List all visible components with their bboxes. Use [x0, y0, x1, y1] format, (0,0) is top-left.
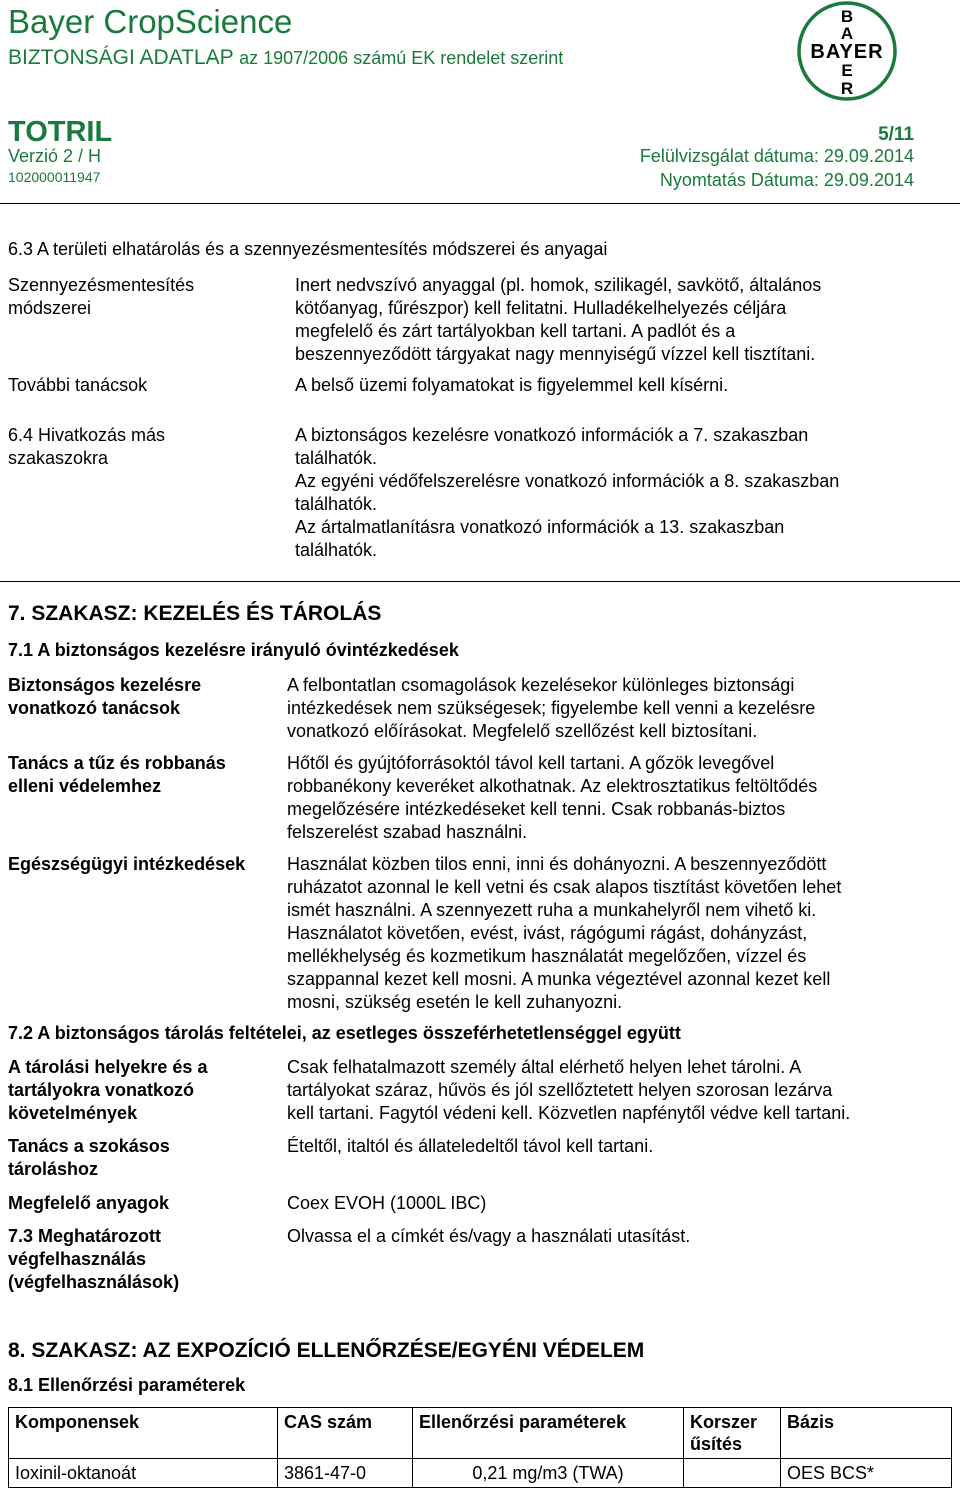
document-number: 102000011947: [8, 169, 101, 185]
fire-protection-label: [8, 752, 226, 798]
label-line: Biztonságos kezelésre: [8, 675, 202, 695]
table-cell: OES BCS*: [781, 1459, 952, 1488]
page-number: 5/11: [878, 124, 914, 145]
text-line: tartályokat száraz, hűvös és jól szellőztetett helyen szorosan lezárva: [287, 1080, 833, 1100]
further-advice-label: [8, 374, 147, 397]
svg-text:R: R: [840, 79, 854, 98]
column-header: Komponensek: [9, 1408, 278, 1459]
company-name: Bayer CropScience: [8, 3, 293, 40]
label-line: A tárolási helyekre és a: [8, 1057, 208, 1077]
section-8-title: 8. SZAKASZ: AZ EXPOZÍCIÓ ELLENŐRZÉSE/EGYÉNI VÉDELEM: [8, 1339, 645, 1362]
table-header-row: [9, 1408, 952, 1459]
section-6-4-text: [295, 424, 935, 562]
label-line: módszerei: [8, 298, 92, 318]
further-advice-text: [295, 374, 935, 397]
text-line: megelőzésére intézkedéseket kell tenni. Csak robbanás-biztos: [287, 799, 786, 819]
cleanup-methods-text: [295, 274, 935, 366]
label-line: Szennyezésmentesítés: [8, 275, 195, 295]
label-line: tároláshoz: [8, 1159, 99, 1179]
storage-requirements-label: [8, 1056, 207, 1125]
table-cell: 3861-47-0: [278, 1459, 413, 1488]
text-line: Inert nedvszívó anyaggal (pl. homok, szilikagél, savkötő, általános: [295, 275, 822, 295]
header-divider: [0, 203, 960, 204]
label-line: (végfelhasználások): [8, 1272, 180, 1292]
version: Verzió 2 / H: [8, 146, 102, 166]
text-line: Használat közben tilos enni, inni és dohányozni. A beszennyeződött: [287, 854, 827, 874]
label-line: További tanácsok: [8, 375, 148, 395]
table-cell: Ioxinil-oktanoát: [9, 1459, 278, 1488]
label-line: elleni védelemhez: [8, 776, 162, 796]
suitable-materials-label: [8, 1192, 169, 1215]
label-line: követelmények: [8, 1103, 138, 1123]
common-storage-text: [287, 1135, 937, 1158]
text-line: megfelelő és zárt tartályokban kell tartani. A padlót és a: [295, 321, 736, 341]
label-line: Tanács a szokásos: [8, 1136, 170, 1156]
text-line: Coex EVOH (1000L IBC): [287, 1193, 487, 1213]
document-type: [8, 45, 563, 71]
control-parameters-table: [8, 1407, 952, 1488]
text-line: Használatot követően, evést, ivást, rágógumi rágást, dohányzást,: [287, 923, 808, 943]
text-line: szappannal kezet kell mosni. A munka végeztével azonnal kezet kell: [287, 969, 831, 989]
text-line: találhatók.: [295, 540, 378, 560]
label-line: tartályokra vonatkozó: [8, 1080, 195, 1100]
text-line: találhatók.: [295, 448, 378, 468]
section-8-1-title: 8.1 Ellenőrzési paraméterek: [8, 1375, 246, 1395]
bayer-cross-logo: [796, 0, 898, 102]
svg-text:E: E: [841, 61, 853, 80]
text-line: ruházatot azonnal le kell vetni és csak alapos tisztítást követően lehet: [287, 877, 842, 897]
text-line: találhatók.: [295, 494, 378, 514]
label-line: végfelhasználás: [8, 1249, 147, 1269]
regulation-reference: az 1907/2006 számú EK rendelet szerint: [239, 48, 564, 68]
revision-date: Felülvizsgálat dátuma: 29.09.2014: [639, 146, 914, 166]
specific-end-use-label: [8, 1225, 179, 1294]
label-line: szakaszokra: [8, 448, 109, 468]
text-line: mellékhelység és kozmetikum használatát megelőzően, vízzel és: [287, 946, 807, 966]
text-line: Ételtől, italtól és állateledeltől távol kell tartani.: [287, 1136, 654, 1156]
column-header: Bázis: [781, 1408, 952, 1459]
svg-text:A: A: [840, 24, 854, 43]
table-row: [9, 1459, 952, 1488]
safe-handling-text: [287, 674, 937, 743]
label-line: vonatkozó tanácsok: [8, 698, 181, 718]
text-line: mosni, szükség esetén le kell zuhanyozni.: [287, 992, 623, 1012]
label-line: Egészségügyi intézkedések: [8, 854, 246, 874]
text-line: A felbontatlan csomagolások kezelésekor különleges biztonsági: [287, 675, 795, 695]
fire-protection-text: [287, 752, 937, 844]
label-line: Tanács a tűz és robbanás: [8, 753, 226, 773]
specific-end-use-text: [287, 1225, 937, 1248]
hygiene-measures-label: [8, 853, 245, 876]
common-storage-label: [8, 1135, 170, 1181]
storage-requirements-text: [287, 1056, 937, 1125]
hygiene-measures-text: [287, 853, 937, 1014]
column-header: Korszer űsítés: [684, 1408, 781, 1459]
product-name: TOTRIL: [8, 116, 113, 148]
text-line: robbanékony keveréket alkothatnak. Az elektrosztatikus feltöltődés: [287, 776, 818, 796]
text-line: A belső üzemi folyamatokat is figyelemmel kell kísérni.: [295, 375, 729, 395]
print-date: Nyomtatás Dátuma: 29.09.2014: [659, 170, 914, 190]
text-line: intézkedések nem szükségesek; figyelembe kell venni a kezelésre: [287, 698, 816, 718]
text-line: Hőtől és gyújtóforrásoktól távol kell tartani. A gőzök levegővel: [287, 753, 775, 773]
section-6-3-title: 6.3 A területi elhatárolás és a szennyezésmentesítés módszerei és anyagai: [8, 239, 608, 259]
text-line: Az ártalmatlanításra vonatkozó információk a 13. szakaszban: [295, 517, 785, 537]
text-line: A biztonságos kezelésre vonatkozó információk a 7. szakaszban: [295, 425, 809, 445]
section-divider: [0, 581, 960, 582]
column-header: CAS szám: [278, 1408, 413, 1459]
column-header: Ellenőrzési paraméterek: [413, 1408, 684, 1459]
section-7-title: 7. SZAKASZ: KEZELÉS ÉS TÁROLÁS: [8, 602, 382, 625]
table-cell: 0,21 mg/m3 (TWA): [413, 1459, 684, 1488]
text-line: kell tartani. Fagytól védeni kell. Közvetlen napfénytől védve kell tartani.: [287, 1103, 851, 1123]
section-6-4-label: [8, 424, 165, 470]
safe-handling-label: [8, 674, 201, 720]
text-line: Csak felhatalmazott személy által elérhető helyen lehet tárolni. A: [287, 1057, 802, 1077]
label-line: 6.4 Hivatkozás más: [8, 425, 166, 445]
section-7-1-title: 7.1 A biztonságos kezelésre irányuló óvintézkedések: [8, 640, 459, 660]
text-line: Az egyéni védőfelszerelésre vonatkozó információk a 8. szakaszban: [295, 471, 840, 491]
text-line: vonatkozó előírásokat. Megfelelő szellőzést kell biztosítani.: [287, 721, 758, 741]
text-line: kötőanyag, fűrészpor) kell felitatni. Hulladékelhelyezés céljára: [295, 298, 787, 318]
table-cell: [684, 1459, 781, 1488]
text-line: ismét használni. A szennyezett ruha a munkahelyről nem vihető ki.: [287, 900, 817, 920]
document-type-label: BIZTONSÁGI ADATLAP: [8, 46, 234, 69]
text-line: Olvassa el a címkét és/vagy a használati utasítást.: [287, 1226, 691, 1246]
label-line: Megfelelő anyagok: [8, 1193, 170, 1213]
svg-text:BAYER: BAYER: [810, 41, 884, 63]
text-line: beszennyeződött tárgyakat nagy mennyiségű vízzel kell tisztítani.: [295, 344, 816, 364]
section-7-2-title: 7.2 A biztonságos tárolás feltételei, az esetleges összeférhetetlenséggel együtt: [8, 1023, 681, 1043]
label-line: 7.3 Meghatározott: [8, 1226, 162, 1246]
cleanup-methods-label: [8, 274, 194, 320]
svg-text:B: B: [840, 7, 854, 26]
suitable-materials-text: [287, 1192, 937, 1215]
text-line: felszerelést szabad használni.: [287, 822, 528, 842]
